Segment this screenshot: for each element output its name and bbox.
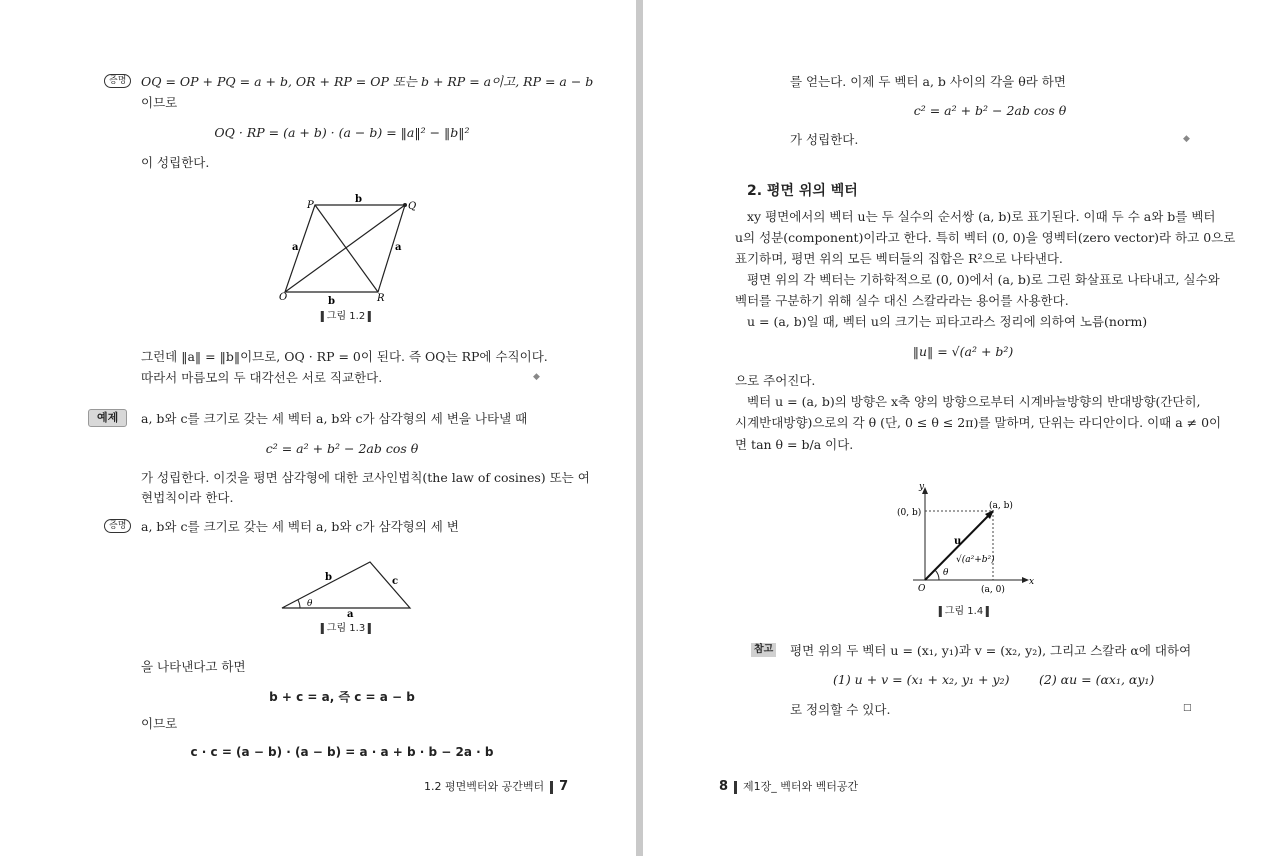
point-a-0-label: (a, 0) [981, 585, 1005, 595]
para4-line2: 시계반대방향)으로의 각 θ (단, 0 ≤ θ ≤ 2π)를 말하며, 단위는 라디안이다. 이때 a ≠ 0이 [735, 415, 1222, 430]
example-tag: 예제 [88, 409, 127, 427]
norm-label: √(a²+b²) [956, 555, 995, 565]
section-title: 2. 평면 위의 벡터 [747, 183, 858, 199]
theta-label: θ [943, 568, 949, 578]
equation-4: c · c = (a − b) · (a − b) = a · a + b · b − 2a · b [190, 745, 494, 759]
proof-tag: 증명 [104, 74, 131, 88]
label-right-a: a [395, 242, 402, 253]
label-P: P [307, 200, 314, 211]
para1-line1: xy 평면에서의 벡터 u는 두 실수의 순서쌍 (a, b)로 표기된다. 이때 두 수 a와 b를 벡터 [747, 209, 1216, 224]
label-bottom-b: b [328, 296, 335, 307]
end-square-icon: □ [1183, 703, 1192, 713]
right-page [643, 0, 1279, 856]
note-line: 평면 위의 두 벡터 u = (x₁, y₁)과 v = (x₂, y₂), 그리고 스칼라 α에 대하여 [790, 643, 1192, 658]
para4-line3: 면 tan θ = b/a 이다. [735, 437, 854, 452]
note-definition-2: (2) αu = (αx₁, αy₁) [1039, 672, 1155, 687]
end-of-proof-diamond-icon: ◆ [1183, 134, 1190, 144]
equation-1: OQ · RP = (a + b) · (a − b) = ‖a‖² − ‖b‖² [214, 125, 470, 140]
equation-3: b + c = a, 즉 c = a − b [269, 690, 415, 704]
para2-line2: 따라서 마름모의 두 대각선은 서로 직교한다. [141, 370, 383, 385]
footer-bar [734, 781, 737, 794]
label-theta: θ [307, 599, 313, 609]
proof1-line3: 이 성립한다. [141, 155, 210, 170]
example-line2: 가 성립한다. 이것을 평면 삼각형에 대한 코사인법칙(the law of cosines) 또는 여 [141, 470, 590, 485]
para1-line3: 표기하며, 평면 위의 모든 벡터들의 집합은 R²으로 나타낸다. [735, 251, 1063, 266]
point-0-b-label: (0, b) [897, 508, 922, 518]
right-equation-1: c² = a² + b² − 2ab cos θ [913, 103, 1067, 118]
proof-tag-2: 증명 [104, 519, 131, 533]
proof1-line1: OQ = OP + PQ = a + b, OR + RP = OP 또는 b + RP = a이고, RP = a − b [141, 74, 594, 89]
figure-1-4-caption: 그림 1.4 [939, 606, 989, 617]
note-definition-1: (1) u + v = (x₁ + x₂, y₁ + y₂) [833, 672, 1010, 687]
note-tag: 참고 [751, 643, 776, 657]
right-page-number: 8 [719, 779, 729, 794]
example-line1: a, b와 c를 크기로 갖는 세 벡터 a, b와 c가 삼각형의 세 변을 나타낼 때 [141, 411, 528, 426]
left-page [0, 0, 636, 856]
figure-1-3-caption: 그림 1.3 [321, 623, 371, 634]
axis-label-y: y [919, 482, 925, 492]
right-footer [719, 778, 858, 794]
left-page-number: 7 [559, 779, 569, 794]
figure-1-2-caption: 그림 1.2 [321, 311, 371, 322]
figure-1-3-triangle [0, 0, 636, 856]
para3-line2: 으로 주어진다. [735, 373, 816, 388]
right-line2: 가 성립한다. [790, 132, 859, 147]
note-end: 로 정의할 수 있다. [790, 702, 891, 717]
proof2-line3: 이므로 [141, 716, 178, 731]
label-left-a: a [292, 242, 299, 253]
footer-bar [550, 781, 553, 794]
label-Q: Q [408, 201, 417, 212]
figure-1-4-vector-plot [643, 0, 1279, 856]
proof1-line2: 이므로 [141, 95, 178, 110]
left-footer [424, 778, 568, 794]
para2-line1: 평면 위의 각 벡터는 기하학적으로 (0, 0)에서 (a, b)로 그린 화살표로 나타내고, 실수와 [747, 272, 1220, 287]
label-a: a [347, 609, 354, 620]
right-footer-text: 제1장_ 벡터와 벡터공간 [743, 780, 859, 793]
equation-2: c² = a² + b² − 2ab cos θ [265, 441, 419, 456]
norm-equation: ‖u‖ = √(a² + b²) [912, 344, 1014, 359]
para3-line1: u = (a, b)일 때, 벡터 u의 크기는 피타고라스 정리에 의하여 노름(norm) [747, 314, 1148, 329]
proof2-line1: a, b와 c를 크기로 갖는 세 벡터 a, b와 c가 삼각형의 세 변 [141, 519, 459, 534]
label-top-b: b [355, 194, 362, 205]
para2-line2: 벡터를 구분하기 위해 실수 대신 스칼라라는 용어를 사용한다. [735, 293, 1069, 308]
label-R: R [377, 293, 385, 304]
origin-label: O [918, 584, 926, 594]
proof2-line2: 을 나타낸다고 하면 [141, 659, 246, 674]
label-O: O [279, 292, 288, 303]
label-b: b [325, 572, 332, 583]
vector-u-label: u [954, 536, 962, 547]
axis-label-x: x [1029, 577, 1035, 587]
right-line1: 를 얻는다. 이제 두 벡터 a, b 사이의 각을 θ라 하면 [790, 74, 1066, 89]
para2-line1: 그런데 ‖a‖ = ‖b‖이므로, OQ · RP = 0이 된다. 즉 OQ는 RP에 수직이다. [141, 349, 548, 364]
left-footer-text: 1.2 평면벡터와 공간벡터 [424, 780, 545, 793]
end-of-proof-diamond-icon: ◆ [533, 372, 540, 382]
para1-line2: u의 성분(component)이라고 한다. 특히 벡터 (0, 0)을 영벡터(zero vector)라 하고 0으로 [735, 230, 1236, 245]
para4-line1: 벡터 u = (a, b)의 방향은 x축 양의 방향으로부터 시계바늘방향의 반대방향(간단히, [747, 394, 1201, 409]
point-a-b-label: (a, b) [989, 501, 1013, 511]
example-line3: 현법칙이라 한다. [141, 490, 234, 505]
label-c: c [392, 576, 399, 587]
